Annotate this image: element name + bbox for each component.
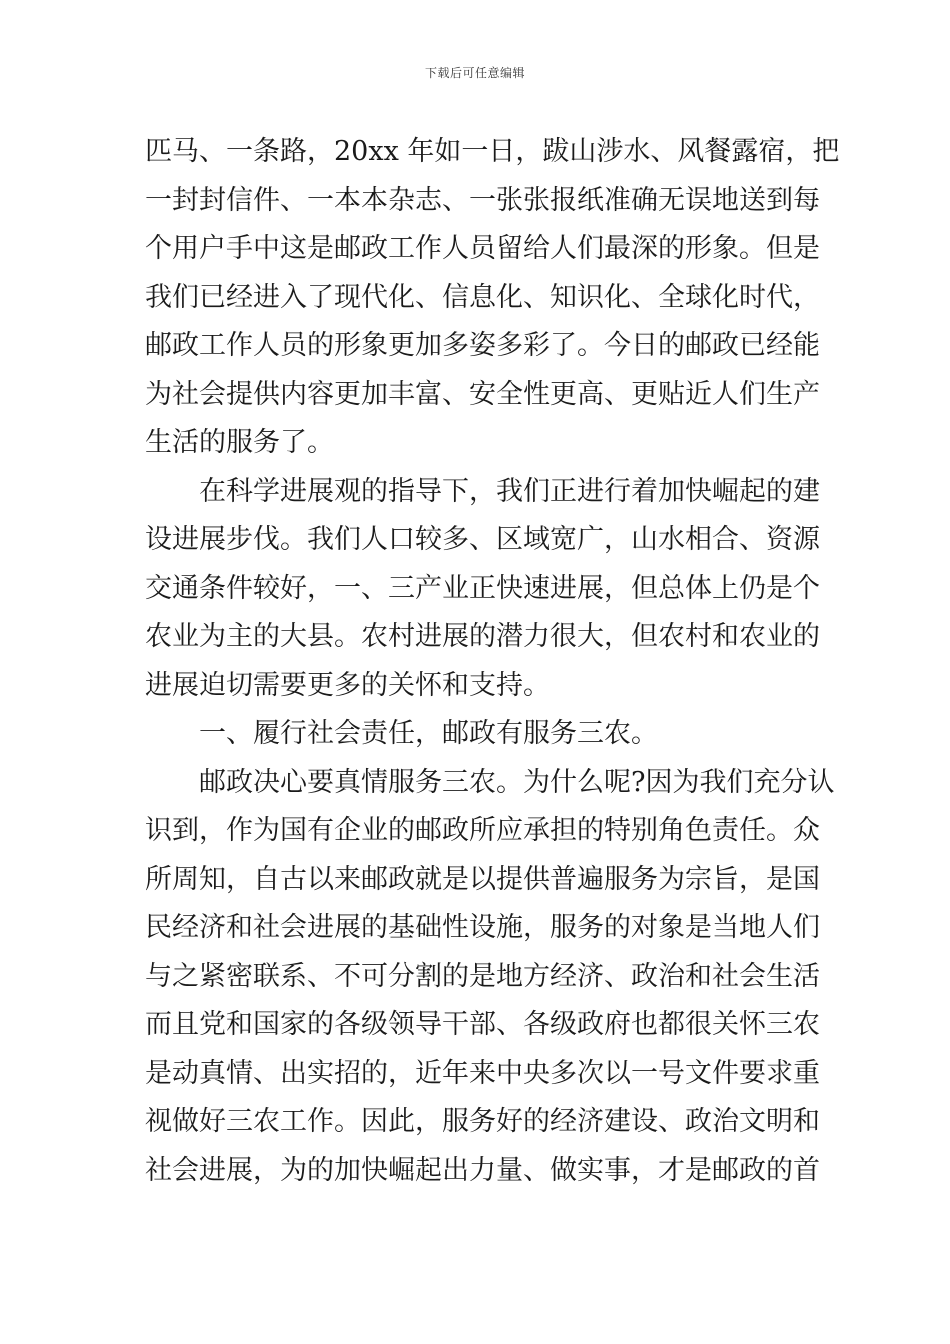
paragraph bbox=[145, 128, 840, 468]
text-line: 我们已经进入了现代化、信息化、知识化、全球化时代， bbox=[145, 281, 820, 313]
text-line: 是动真情、出实招的，近年来中央多次以一号文件要求重 bbox=[145, 1057, 820, 1089]
text-line: 与之紧密联系、不可分割的是地方经济、政治和社会生活 bbox=[145, 960, 820, 992]
page-header-note: 下载后可任意编辑 bbox=[424, 66, 525, 80]
paragraph bbox=[145, 759, 835, 1196]
text-line: 进展迫切需要更多的关怀和支持。 bbox=[145, 669, 550, 701]
text-line: 邮政工作人员的形象更加多姿多彩了。今日的邮政已经能 bbox=[145, 330, 820, 361]
section-heading bbox=[145, 710, 807, 759]
text-line: 民经济和社会进展的基础性设施，服务的对象是当地人们 bbox=[145, 912, 820, 943]
text-line: 生活的服务了。 bbox=[145, 427, 334, 458]
document-body bbox=[145, 128, 840, 1195]
text-line: 农业为主的大县。农村进展的潜力很大，但农村和农业的 bbox=[145, 621, 820, 652]
text-line: 识到，作为国有企业的邮政所应承担的特别角色责任。众 bbox=[145, 815, 820, 846]
text-line: 为社会提供内容更加丰富、安全性更高、更贴近人们生产 bbox=[145, 378, 820, 410]
text-line: 匹马、一条路，20xx 年如一日，跋山涉水、风餐露宿，把 bbox=[145, 136, 840, 167]
text-line: 视做好三农工作。因此，服务好的经济建设、政治文明和 bbox=[145, 1106, 820, 1137]
text-line: 所周知，自古以来邮政就是以提供普遍服务为宗旨，是国 bbox=[145, 863, 820, 895]
paragraph bbox=[145, 468, 820, 711]
text-line: 一封封信件、一本本杂志、一张张报纸准确无误地送到每 bbox=[145, 184, 820, 216]
text-line: 邮政决心要真情服务三农。为什么呢?因为我们充分认 bbox=[199, 766, 835, 798]
text-line: 社会进展，为的加快崛起出力量、做实事，才是邮政的首 bbox=[145, 1154, 820, 1186]
text-line: 一、履行社会责任，邮政有服务三农。 bbox=[199, 718, 658, 749]
text-line: 交通条件较好，一、三产业正快速进展，但总体上仍是个 bbox=[145, 572, 820, 604]
text-line: 在科学进展观的指导下，我们正进行着加快崛起的建 bbox=[199, 475, 820, 507]
text-line: 而且党和国家的各级领导干部、各级政府也都很关怀三农 bbox=[145, 1009, 820, 1040]
text-line: 个用户手中这是邮政工作人员留给人们最深的形象。但是 bbox=[145, 233, 820, 264]
text-line: 设进展步伐。我们人口较多、区域宽广，山水相合、资源 bbox=[145, 524, 820, 555]
